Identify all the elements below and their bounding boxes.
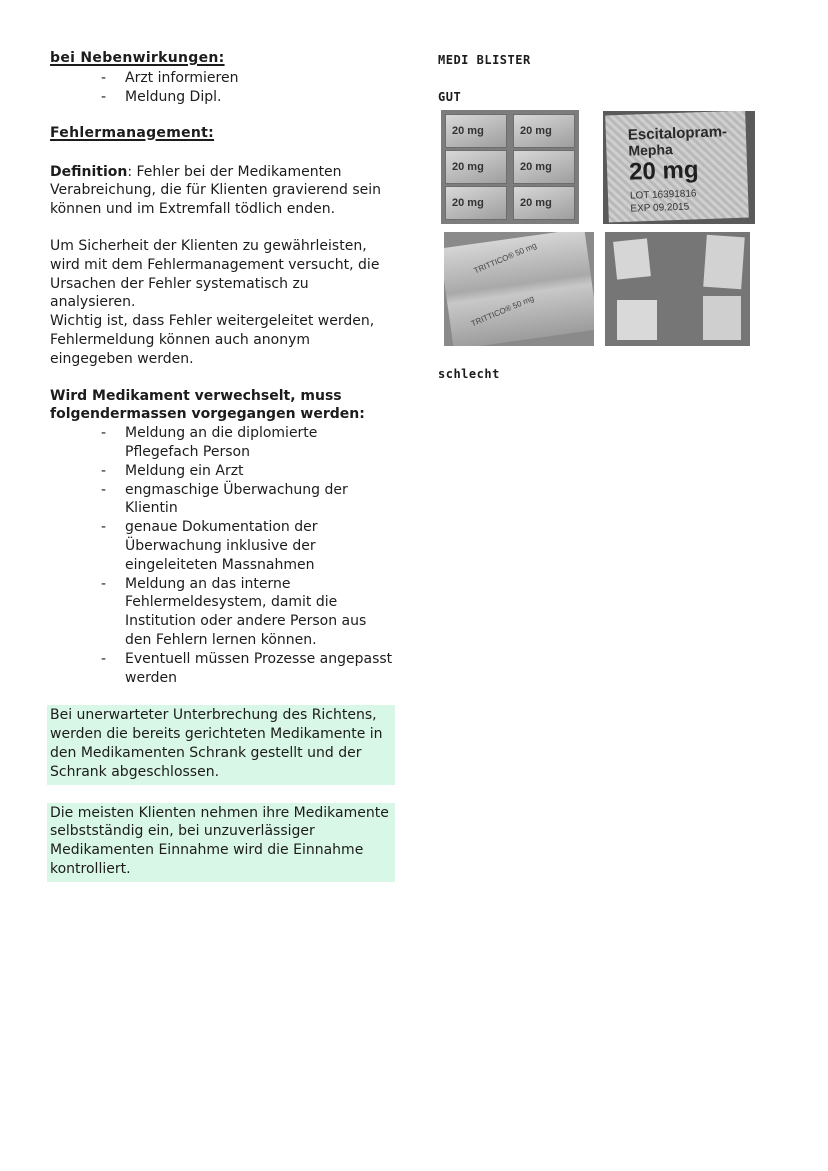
blister-piece — [703, 235, 745, 290]
side-effects-list — [50, 69, 395, 107]
side-effects-heading: bei Nebenwirkungen: — [50, 50, 225, 66]
definition-paragraph — [50, 163, 395, 219]
safety-paragraph: Um Sicherheit der Klienten zu gewährleisten, wird mit dem Fehlermanagement versucht, die Ursachen der Fehler systematisch zu analysieren. — [50, 237, 380, 311]
package-exp: EXP 09.2015 — [630, 201, 690, 215]
definition-text: : Fehler bei der Medikamenten Verabreichung, die für Klienten gravierend sein können und im Extremfall tödlich enden. — [50, 163, 382, 218]
blister-pocket: 20 mg — [513, 150, 575, 184]
list-item: - genaue Dokumentation der Überwachung inklusive der eingeleiteten Massnahmen — [101, 518, 395, 574]
package-foil — [605, 111, 749, 222]
package-dose: 20 mg — [628, 156, 699, 186]
list-item: - Meldung an die diplomierte Pflegefach Person — [101, 424, 395, 462]
blister-pocket: 20 mg — [513, 114, 575, 148]
definition-label: Definition — [50, 163, 128, 180]
interruption-note: Bei unerwarteter Unterbrechung des Richtens, werden die bereits gerichteten Medikamente in den Medikamenten Schrank gestellt und der Schrank abgeschlossen. — [47, 705, 395, 784]
forwarding-paragraph: Wichtig ist, dass Fehler weitergeleitet werden, Fehlermeldung können auch anonym eingegeben werden. — [50, 313, 375, 367]
blister-strip — [444, 232, 594, 346]
blister-piece — [613, 238, 651, 279]
list-item: - Eventuell müssen Prozesse angepasst werden — [101, 650, 395, 688]
trittico-label: TRITTICO® 50 mg — [469, 293, 536, 329]
bad-label: schlecht — [438, 367, 500, 381]
trittico-blister-photo — [444, 232, 594, 346]
blister-sheet-photo — [441, 110, 579, 224]
good-label: GUT — [438, 90, 462, 104]
mixup-steps-list — [50, 424, 395, 687]
list-item: - Arzt informieren — [101, 69, 395, 88]
blister-pocket: 20 mg — [445, 186, 507, 220]
blister-pocket: 20 mg — [445, 114, 507, 148]
mixup-heading: Wird Medikament verwechselt, muss folgendermassen vorgegangen werden: — [50, 387, 365, 423]
blister-piece — [617, 300, 657, 340]
trittico-label: TRITTICO® 50 mg — [472, 240, 538, 276]
blister-pocket: 20 mg — [513, 186, 575, 220]
package-brand: Mepha — [628, 141, 674, 159]
list-item: - Meldung Dipl. — [101, 88, 395, 107]
error-management-heading: Fehlermanagement: — [50, 124, 215, 141]
left-column — [50, 50, 395, 882]
list-item: - Meldung an das interne Fehlermeldesystem, damit die Institution oder andere Person aus den Fehlern lernen können. — [101, 575, 395, 650]
package-lot: LOT 16391816 — [629, 188, 697, 202]
list-item: - engmaschige Überwachung der Klientin — [101, 481, 395, 519]
medi-blister-title: MEDI BLISTER — [438, 53, 531, 67]
blister-piece — [703, 296, 741, 340]
package-name: Escitalopram- — [627, 123, 728, 144]
escitalopram-package-photo — [603, 111, 755, 224]
self-medication-note: Die meisten Klienten nehmen ihre Medikamente selbstständig ein, bei unzuverlässiger Medikamenten Einnahme wird die Einnahme kontrolliert. — [47, 803, 395, 882]
cut-blister-pieces-photo — [605, 232, 750, 346]
blister-pocket: 20 mg — [445, 150, 507, 184]
list-item: - Meldung ein Arzt — [101, 462, 395, 481]
